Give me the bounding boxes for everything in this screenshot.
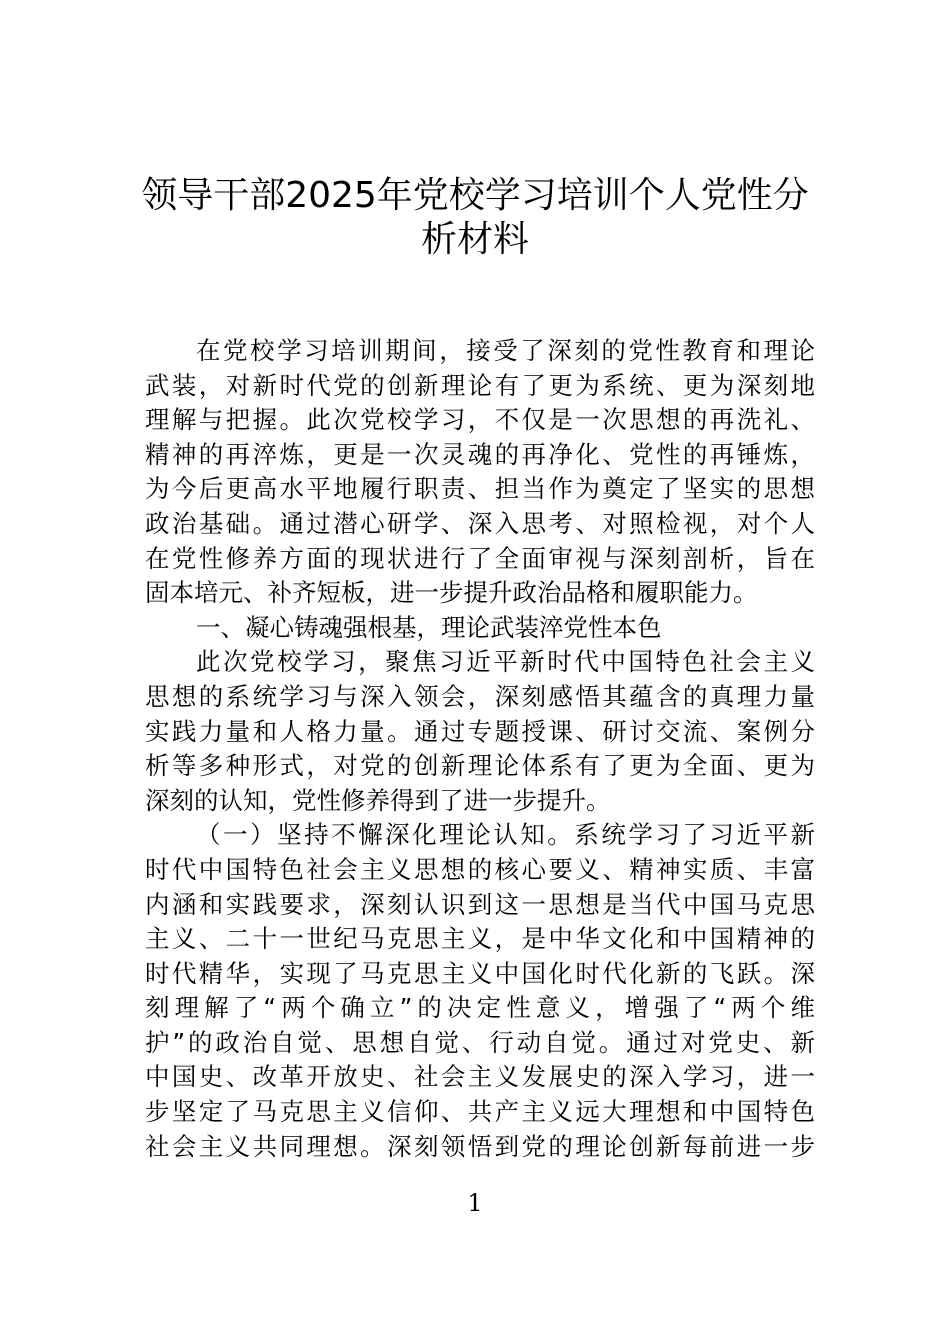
text-line: 刻理解了“两个确立”的决定性意义，增强了“两个维 [145, 993, 815, 1023]
text-line: 中国史、改革开放史、社会主义发展史的深入学习，进一 [145, 1062, 815, 1092]
text-line: 深刻的认知，党性修养得到了进一步提升。 [145, 785, 611, 815]
page-number: 1 [467, 1189, 483, 1217]
document-title-line-2: 析材料 [420, 219, 529, 260]
text-line: 社会主义共同理想。深刻领悟到党的理论创新每前进一步 [145, 1131, 815, 1161]
text-line: 时代中国特色社会主义思想的核心要义、精神实质、丰富 [145, 854, 815, 884]
text-line: 在党校学习培训期间，接受了深刻的党性教育和理论 [196, 336, 815, 365]
text-line: 在党性修养方面的现状进行了全面审视与深刻剖析，旨在 [145, 543, 815, 573]
text-line: 为今后更高水平地履行职责、担当作为奠定了坚实的思想 [145, 474, 815, 504]
text-line: 析等多种形式，对党的创新理论体系有了更为全面、更为 [145, 751, 815, 781]
text-line: 精神的再淬炼，更是一次灵魂的再净化、党性的再锤炼， [145, 439, 815, 469]
text-line: 思想的系统学习与深入领会，深刻感悟其蕴含的真理力量 [145, 681, 815, 711]
document-body [145, 334, 815, 1164]
section-heading [145, 611, 815, 646]
text-line: 主义、二十一世纪马克思主义，是中华文化和中国精神的 [145, 924, 815, 954]
text-line: 实践力量和人格力量。通过专题授课、研讨交流、案例分 [145, 716, 815, 746]
text-line: 此次党校学习，聚焦习近平新时代中国特色社会主义 [196, 647, 815, 677]
text-line: 时代精华，实现了马克思主义中国化时代化新的飞跃。深 [145, 958, 815, 988]
subsection-paragraph [145, 818, 815, 1164]
text-line: 理解与把握。此次党校学习，不仅是一次思想的再洗礼、 [145, 405, 815, 435]
text-line: （一）坚持不懈深化理论认知。系统学习了习近平新 [196, 820, 815, 850]
document-title-line-1: 领导干部2025年党校学习培训个人党性分 [141, 175, 809, 216]
section-heading-text: 一、凝心铸魂强根基，理论武装淬党性本色 [196, 612, 662, 642]
section-paragraph [145, 645, 815, 818]
text-line: 护”的政治自觉、思想自觉、行动自觉。通过对党史、新 [145, 1027, 815, 1057]
text-line: 政治基础。通过潜心研学、深入思考、对照检视，对个人 [145, 508, 815, 538]
text-line: 固本培元、补齐短板，进一步提升政治品格和履职能力。 [145, 578, 758, 608]
intro-paragraph [145, 334, 815, 611]
text-line: 步坚定了马克思主义信仰、共产主义远大理想和中国特色 [145, 1097, 815, 1127]
text-line: 内涵和实践要求，深刻认识到这一思想是当代中国马克思 [145, 889, 815, 919]
text-line: 武装，对新时代党的创新理论有了更为系统、更为深刻地 [145, 370, 815, 400]
